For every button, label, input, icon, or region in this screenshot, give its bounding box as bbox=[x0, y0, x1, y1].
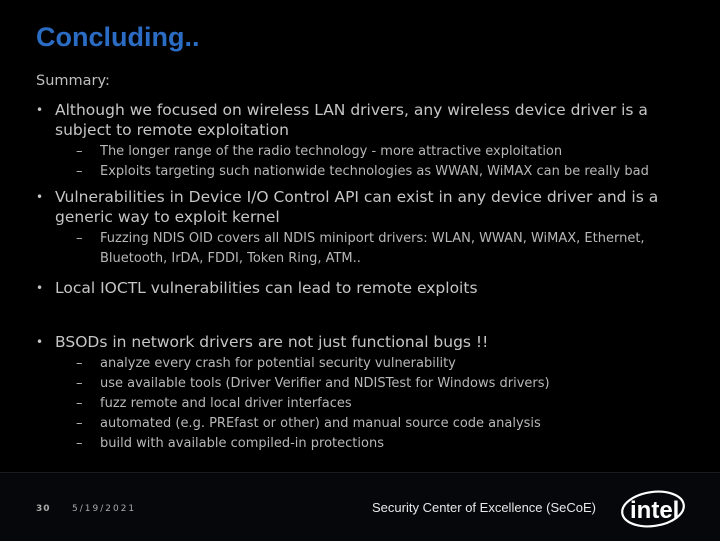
bullet-text: Local IOCTL vulnerabilities can lead to remote exploits bbox=[55, 279, 478, 297]
footer-date: 5/19/2021 bbox=[72, 504, 137, 514]
summary-label: Summary: bbox=[36, 73, 110, 89]
dash-icon: – bbox=[76, 164, 83, 179]
bullet-dot-icon: • bbox=[36, 103, 44, 117]
bullet-item bbox=[36, 332, 706, 454]
sub-item-text: analyze every crash for potential security vulnerability bbox=[100, 356, 456, 371]
sub-item bbox=[55, 229, 706, 269]
dash-icon: – bbox=[76, 376, 83, 391]
sub-item-text: Fuzzing NDIS OID covers all NDIS miniport drivers: WLAN, WWAN, WiMAX, Ethernet, Bluetooth, IrDA, FDDI, Token Ring, ATM.. bbox=[100, 231, 645, 266]
bullet-text: Although we focused on wireless LAN drivers, any wireless device driver is a subject to remote exploitation bbox=[55, 101, 648, 139]
sub-item bbox=[55, 142, 706, 162]
bullet-dot-icon: • bbox=[36, 335, 44, 349]
bullet-dot-icon: • bbox=[36, 281, 44, 295]
bullet-item bbox=[36, 278, 706, 298]
bullet-item bbox=[36, 187, 706, 269]
sub-item bbox=[55, 414, 706, 434]
dash-icon: – bbox=[76, 231, 83, 246]
dash-icon: – bbox=[76, 396, 83, 411]
sub-item bbox=[55, 434, 706, 454]
dash-icon: – bbox=[76, 356, 83, 371]
sub-item-text: automated (e.g. PREfast or other) and manual source code analysis bbox=[100, 416, 541, 431]
sub-item bbox=[55, 162, 706, 182]
slide-footer bbox=[0, 472, 720, 541]
dash-icon: – bbox=[76, 416, 83, 431]
intel-logo-text: intel bbox=[630, 497, 680, 524]
sub-item-text: Exploits targeting such nationwide technologies as WWAN, WiMAX can be really bad bbox=[100, 164, 649, 179]
sub-item-text: use available tools (Driver Verifier and NDISTest for Windows drivers) bbox=[100, 376, 550, 391]
sub-item bbox=[55, 374, 706, 394]
page-number: 30 bbox=[36, 504, 51, 514]
footer-center-name: Security Center of Excellence (SeCoE) bbox=[372, 500, 596, 515]
dash-icon: – bbox=[76, 144, 83, 159]
dash-icon: – bbox=[76, 436, 83, 451]
bullet-dot-icon: • bbox=[36, 190, 44, 204]
sub-item-text: build with available compiled-in protections bbox=[100, 436, 384, 451]
bullet-item bbox=[36, 100, 706, 182]
sub-item-text: fuzz remote and local driver interfaces bbox=[100, 396, 352, 411]
slide-title: Concluding.. bbox=[36, 22, 200, 52]
bullet-list bbox=[36, 100, 706, 454]
sub-item bbox=[55, 394, 706, 414]
sub-item-text: The longer range of the radio technology - more attractive exploitation bbox=[100, 144, 563, 159]
bullet-text: Vulnerabilities in Device I/O Control API can exist in any device driver and is a generic way to exploit kernel bbox=[55, 188, 659, 226]
sub-item bbox=[55, 354, 706, 374]
intel-logo-icon bbox=[620, 487, 690, 529]
bullet-text: BSODs in network drivers are not just functional bugs !! bbox=[55, 333, 489, 351]
